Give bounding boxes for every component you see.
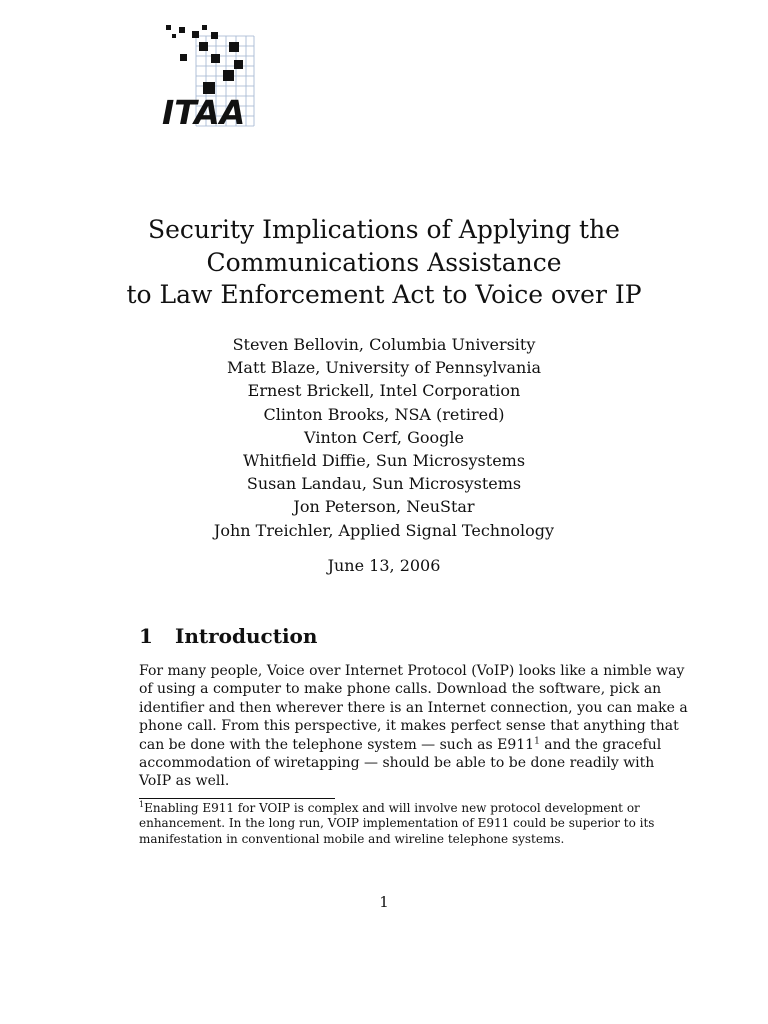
author-list <box>134 333 634 542</box>
paper-title <box>84 214 684 312</box>
author: Clinton Brooks, NSA (retired) <box>263 404 505 424</box>
author: Ernest Brickell, Intel Corporation <box>247 381 521 401</box>
paper-date: June 13, 2006 <box>327 556 441 575</box>
footnote-reference[interactable]: 1 <box>534 735 540 746</box>
paragraph-line: VoIP as well. <box>139 773 230 790</box>
title-line: to Law Enforcement Act to Voice over IP <box>126 280 642 309</box>
paragraph-line: of using a computer to make phone calls. Download the software, pick an <box>139 681 662 698</box>
footnote-line-text: Enabling E911 for VOIP is complex and will involve new protocol development or <box>144 801 640 815</box>
section-title: Introduction <box>175 624 318 648</box>
author: Jon Peterson, NeuStar <box>293 497 475 517</box>
section-heading <box>139 623 317 649</box>
author: Matt Blaze, University of Pennsylvania <box>227 358 541 378</box>
paragraph-line: identifier and then wherever there is an Internet connection, you can make a <box>139 699 688 716</box>
itaa-logo <box>160 22 260 130</box>
author: Whitfield Diffie, Sun Microsystems <box>242 451 526 471</box>
intro-paragraph <box>139 662 688 791</box>
paragraph-line <box>139 735 662 754</box>
paragraph-line: phone call. From this perspective, it makes perfect sense that anything that <box>139 718 679 735</box>
paragraph-line-tail: and the graceful <box>539 736 662 753</box>
author: Susan Landau, Sun Microsystems <box>246 474 522 494</box>
footnote-line <box>139 800 640 816</box>
itaa-logo-graphic <box>160 22 260 130</box>
logo-text: ITAA <box>162 93 246 132</box>
title-line: Security Implications of Applying the <box>148 215 620 244</box>
footnote <box>139 800 655 847</box>
paragraph-line: accommodation of wiretapping — should be able to be done readily with <box>139 755 655 772</box>
paragraph-line-text: can be done with the telephone system — such as E911 <box>139 736 535 753</box>
author: Steven Bellovin, Columbia University <box>232 335 536 354</box>
footnote-mark: 1 <box>139 800 145 809</box>
page-number: 1 <box>379 893 389 911</box>
title-line: Communications Assistance <box>206 247 562 277</box>
author: Vinton Cerf, Google <box>304 427 464 447</box>
paragraph-line: For many people, Voice over Internet Protocol (VoIP) looks like a nimble way <box>139 663 685 679</box>
section-number: 1 <box>139 624 153 648</box>
footnote-line: enhancement. In the long run, VOIP implementation of E911 could be superior to its <box>139 816 655 831</box>
author: John Treichler, Applied Signal Technology <box>213 520 555 540</box>
footnote-divider <box>139 798 335 799</box>
footnote-line: manifestation in conventional mobile and wireline telephone systems. <box>139 831 565 846</box>
